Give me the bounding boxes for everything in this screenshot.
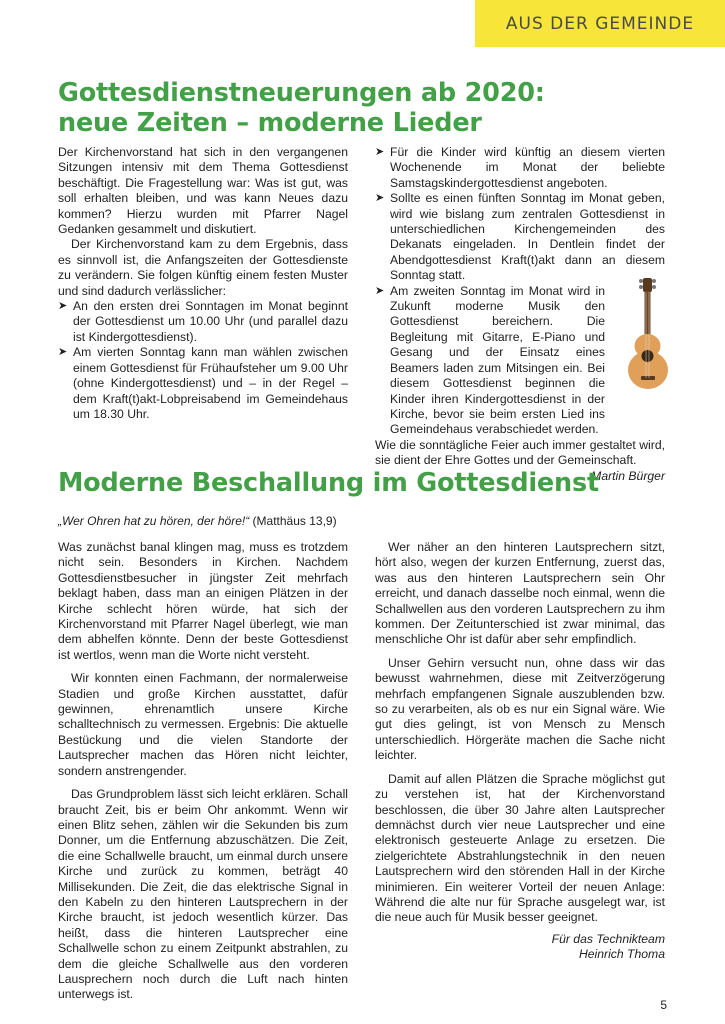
arrow-bullet-icon: ➤ [375, 192, 385, 205]
article2-column-left [58, 540, 348, 1003]
quote-text: „Wer Ohren hat zu hören, der höre!“ [58, 514, 250, 528]
page-number: 5 [660, 998, 667, 1012]
article2-paragraph: Wer näher an den hinteren Lautsprechern sitzt, hört also, wegen der kurzen Entfernung, zuerst das, was aus den hinteren Lautsprechern sein Ohr erreicht, und danach dasselbe noch einmal, wenn die Schallwellen aus den vorderen Lautsprechern zu ihm kommen. Der Zeitunterschied ist zwar minimal, das menschliche Ohr ist dafür aber sehr empfindlich. [375, 540, 665, 647]
section-label: AUS DER GEMEINDE [505, 13, 695, 34]
bullet-text: Sollte es einen fünften Sonntag im Monat geben, wird wie bislang zum zentralen Gottesdienst in unterschiedlichen Kirchengemeinden des Dekanats eingeladen. In Dentlein findet der Abendgottesdienst Kraft(t)akt dann an diesem Sonntag statt. [390, 191, 665, 283]
article2-title: Moderne Beschallung im Gottesdienst [58, 468, 599, 498]
article2-paragraph: Was zunächst banal klingen mag, muss es trotzdem nicht sein. Besonders in Kirchen. Nachdem Gottesdienstbesucher in jüngster Zeit mehrfach beklagt haben, dass man an einigen Plätzen in der Kirche schlecht hören würde, hat sich der Kirchenvorstand mit Pfarrer Nagel überlegt, wie man dem abhelfen könnte. Denn der beste Gottesdienst ist wertlos, wenn man die Worte nicht versteht. [58, 540, 348, 662]
article2-paragraph: Das Grundproblem lässt sich leicht erklären. Schall braucht Zeit, bis er beim Ohr ankommt. Wenn wir einen Blitz sehen, zählen wir die Sekunden bis zum Donner, um die Entfernung abzuschätzen. Die Zeit, die eine Schallwelle braucht, um einmal durch unsere Kirche und zurück zu kommen, beträgt 40 Millisekunden. Die Zeit, die das elektrische Signal in den Kabeln zu den hinteren Lautsprechern in der Kirche braucht, ist jedoch wesentlich kürzer. Das heißt, dass die hinteren Lautsprecher eine Schallwelle schon zu einem Zeitpunkt abstrahlen, zu dem die gleiche Schallwelle aus den vorderen Lausprechern noch durch die Luft nach hinten unterwegs ist. [58, 787, 348, 1002]
bullet-text: Für die Kinder wird künftig an diesem vierten Wochenende im Monat der beliebte Samstagskindergottesdienst angeboten. [390, 145, 665, 190]
article2-paragraph: Unser Gehirn versucht nun, ohne dass wir das bewusst wahrnehmen, diese mit Zeitverzögerung mehrfach empfangenen Signale auszublenden bzw. so zu verarbeiten, als ob es nur ein Signal wäre. Wie gut dies gelingt, ist von Mensch zu Mensch unterschiedlich. Hörgeräte machen die Sache nicht leichter. [375, 655, 665, 763]
article1-title [58, 78, 678, 138]
article2-signature-line2: Heinrich Thoma [578, 947, 665, 962]
bullet-item [375, 191, 665, 283]
bullet-item [375, 145, 665, 191]
arrow-bullet-icon: ➤ [58, 300, 68, 313]
article1-column-right [375, 145, 665, 484]
article2-paragraph: Wir konnten einen Fachmann, der normalerweise Stadien und große Kirchen ausstattet, dafür gewinnen, ehrenamtlich unsere Kirche schalltechnisch zu vermessen. Ergebnis: Die aktuelle Bestückung und die vielen Standorte der Lautsprecher machen das Hören nicht leichter, sondern anstrengender. [58, 671, 348, 778]
bullet-text: Am vierten Sonntag kann man wählen zwischen einem Gottesdienst für Frühaufsteher um 9.00 Uhr (ohne Kindergottesdienst) und – in der Regel – dem Kraft(t)akt-Lobpreisabend im Gemeindehaus um 18.30 Uhr. [73, 345, 348, 421]
arrow-bullet-icon: ➤ [375, 146, 385, 158]
guitar-icon [625, 276, 673, 392]
bible-quote [58, 514, 337, 528]
article2-signature-line1: Für das Technikteam [551, 931, 665, 946]
bullet-item [375, 284, 665, 438]
quote-reference: (Matthäus 13,9) [252, 514, 337, 528]
article1-author: Martin Bürger [591, 468, 665, 483]
article2-paragraph: Damit auf allen Plätzen die Sprache möglichst gut zu verstehen ist, hat der Kirchenvorstand beschlossen, die über 30 Jahre alten Lautsprecher demnächst durch vier neue Lautsprecher und eine elektronisch gesteuerte Anlage zu ersetzen. Die zielgerichtete Abstrahlungstechnik in den neuen Lautsprechern wird den störenden Hall in der Kirche minimieren. Ein weiterer Vorteil der neuen Anlage: Während die alte nur für Sprache ausgelegt war, ist die neue auch für Musik besser geeignet. [375, 771, 665, 925]
arrow-bullet-icon: ➤ [58, 346, 68, 359]
section-tab [475, 0, 725, 47]
bullet-text: Am zweiten Sonntag im Monat wird in Zukunft moderne Musik den Gottesdienst bereichern. Die Begleitung mit Gitarre, E-Piano und Gesang und der Einsatz eines Beamers laden zum Mitsingen ein. Bei diesem Gottesdienst beginnen die Kinder ihren Kindergottesdienst in der Kirche, bevor sie beim ersten Lied ins Gemeindehaus verabschiedet werden. [390, 283, 605, 437]
article1-title-line1: Gottesdienstneuerungen ab 2020: [58, 78, 545, 108]
article1-column-left [58, 145, 348, 422]
article1-paragraph: Der Kirchenvorstand hat sich in den vergangenen Sitzungen intensiv mit dem Thema Gottesdienst beschäftigt. Die Fragestellung war: Was ist gut, was soll erhalten bleiben, und was kann Neues dazu kommen? Hierzu wurden mit Pfarrer Nagel Gedanken gesammelt und diskutiert. [58, 145, 348, 237]
bullet-item [58, 299, 348, 345]
article1-closing: Wie die sonntägliche Feier auch immer gestaltet wird, sie dient der Ehre Gottes und der Gemeinschaft. [375, 437, 665, 468]
article2-column-right [375, 540, 665, 963]
bullet-item [58, 345, 348, 422]
article1-title-line2: neue Zeiten – moderne Lieder [58, 108, 482, 138]
arrow-bullet-icon: ➤ [375, 284, 385, 297]
article1-paragraph: Der Kirchenvorstand kam zu dem Ergebnis, dass es sinnvoll ist, die Anfangszeiten der Gottesdienste zu verändern. Sie folgen künftig einem festen Muster und sind dadurch verlässlicher: [58, 237, 348, 298]
bullet-text: An den ersten drei Sonntagen im Monat beginnt der Gottesdienst um 10.00 Uhr (und parallel dazu ist Kindergottesdienst). [73, 299, 348, 344]
